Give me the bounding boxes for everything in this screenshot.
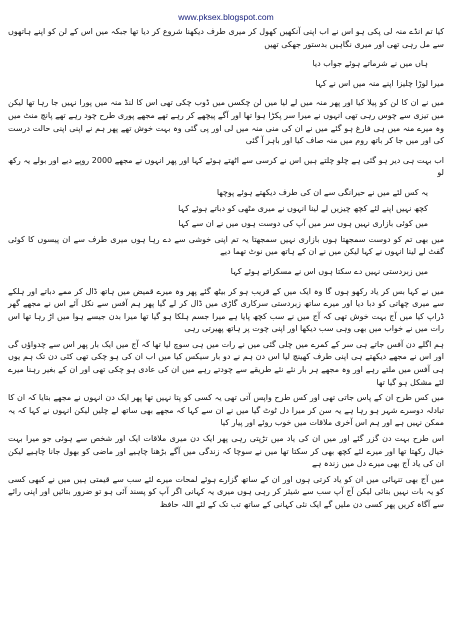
story-paragraph: میں زبردستی نہیں دے سکتا ہوں اس نے مسکراتے ہوئے کہا — [230, 266, 428, 276]
story-paragraph: میرا لوڑا چلیزا اپنے منہ میں اس نے کہا — [315, 78, 444, 88]
story-paragraph: یہ کس لئے میں نے حیرانگی سے ان کی طرف دیکھتے ہوئے پوچھا — [216, 187, 428, 197]
story-paragraph: اب بہت ہی دیر ہو گئی ہے چلو چلتے ہیں اس نے کرسی سے اٹھتے ہوئے کہا اور پھر انہوں نے مجھے 2000 روپے دیے اور بولے یہ رکھ لو — [8, 155, 444, 178]
blog-url[interactable]: www.pksex.blogspot.com — [178, 12, 274, 22]
story-paragraph: ہم اگلے دن آفس جاتے ہی سر کے کمرے میں چلی گئی میں نے رات میں ہی سوچ لیا تھا کہ آج میں ایک بار پھر اس سے چدواؤں گی اور اس نے مجھے دیکھتے ہی اپنی طرف کھینچ لیا اس دن ہم نے دو بار سیکس کیا میں اب ان کی ہو چکی تھی کئی دن تک ہم یوں ہی آفس میں ملتے رہے اور وہ مجھے ہر بار نئے نئے طریقے سے چودتے رہے میں ان کی عادی ہو چکی تھی اور ان کے بغیر رہنا میرے لئے مشکل ہو گیا تھا — [8, 339, 444, 387]
story-paragraph: میں نے کہا بس کر یاد رکھو ہوں گا وہ ایک میں کے قریب ہو کر بیٹھ گئے پھر وہ میرے قمیض میں ہاتھ ڈال کر ممے دباتے اور ہلکے سے میری چھاتی کو دبا دیا اور میرے ساتھ زبردستی سرکاری گاڑی میں ڈال کر لے گیا پھر ہم آفس سے نکل آئے اس نے مجھے گھر ڈراپ کیا میں آج بہت خوش تھی کہ آج میں نے سب کچھ پایا ہے میرا جسم ہلکا ہو گیا تھا میرا بدن جیسے ہوا میں اڑ رہا تھا اس رات میں نے خواب میں بھی وہی سب دیکھا اور اپنی چوت پر ہاتھ پھیرتی رہی — [8, 286, 444, 334]
story-paragraph: اس طرح بہت دن گزر گئے اور میں ان کی یاد میں تڑپتی رہی پھر ایک دن میری ملاقات ایک اور شخص سے ہوئی جو میرا بہت خیال رکھتا تھا اور میرے لئے کچھ بھی کر سکتا تھا میں نے سوچا کہ زندگی میں آگے بڑھنا چاہیے اور ماضی کو بھول جانا چاہیے لیکن ان کی یاد آج بھی میرے دل میں زندہ ہے — [8, 434, 444, 469]
story-paragraph: کیا تم انڈے منہ لی پکی ہو اس نے اب اپنی آنکھیں کھول کر میری طرف دیکھنا شروع کر دیا تھا جبکہ میں اس کے لن کو اپنے ہاتھوں سے مل رہی تھی اور میری نگاہیں بدستور جھکی تھیں — [8, 27, 444, 49]
story-paragraph: میں نے ان کا لن کو پیلا کیا اور پھر منہ میں لے لیا میں لن چکسں میں ڈوب چکی تھی اس کا لنڈ منہ میں پورا نہیں جا رہا تھا لیکن میں تیزی سے چوس رہی تھی انہوں نے میرا سر پکڑا ہوا تھا اور آگے پیچھے کر رہے تھے مجھے پوری طرح چود رہے تھے پانچ منٹ میں وہ میرے منہ میں ہی فارغ ہو گئے میں نے ان کی منی منہ میں لی اور پی گئی وہ بہت خوش تھے پھر ہم نے اپنی اپنی حالت درست کی اور میں جا کر باتھ روم میں منہ صاف کیا اور باہر آ گئی — [8, 98, 444, 146]
story-paragraph: ہاں میں نے شرماتے ہوئے جواب دیا — [312, 59, 428, 69]
story-paragraph: میں بھی تم کو دوست سمجھتا ہوں بازاری نہیں سمجھتا یہ تم اپنی خوشی سے دے رہا ہوں میری طرف سے ان پیسوں کا کوئی گفٹ لے لینا انہوں نے کہا لیکن میں نے ان کے ہاتھ میں نوٹ تھما دیے — [8, 234, 444, 257]
story-paragraph: میں کس طرح ان کے پاس جاتی تھی اور کس طرح واپس آتی تھی یہ کسی کو پتا نہیں تھا پھر ایک دن انہوں نے مجھے بتایا کہ ان کا تبادلہ دوسرے شہر ہو رہا ہے یہ سن کر میرا دل ٹوٹ گیا میں نے ان سے کہا کہ مجھے بھی ساتھ لے چلیں لیکن انہوں نے کہا کہ یہ ممکن نہیں ہے اور ہم اس آخری ملاقات میں خوب روئے اور پیار کیا — [8, 393, 444, 428]
story-paragraph: میں آج بھی تنہائی میں ان کو یاد کرتی ہوں اور ان کے ساتھ گزارے ہوئے لمحات میرے لئے سب سے قیمتی ہیں میں نے کبھی کسی کو یہ بات نہیں بتائی لیکن آج آپ سب سے شیئر کر رہی ہوں میری یہ کہانی اگر آپ کو پسند آئی ہو تو ضرور بتائیں اور اپنی رائے سے آگاہ کریں پھر کسی دن ملیں گے ایک نئی کہانی کے ساتھ تب تک کے لئے اللہ حافظ — [8, 474, 444, 509]
story-paragraph: کچھ نہیں اپنے لئے کچھ چیزیں لے لینا انہوں نے میری مٹھی کو دباتے ہوئے کہا — [178, 203, 428, 213]
story-body — [8, 26, 444, 512]
story-paragraph: میں کوئی بازاری نہیں ہوں سر میں آپ کی دوست ہوں میں نے ان سے کہا — [178, 219, 428, 229]
